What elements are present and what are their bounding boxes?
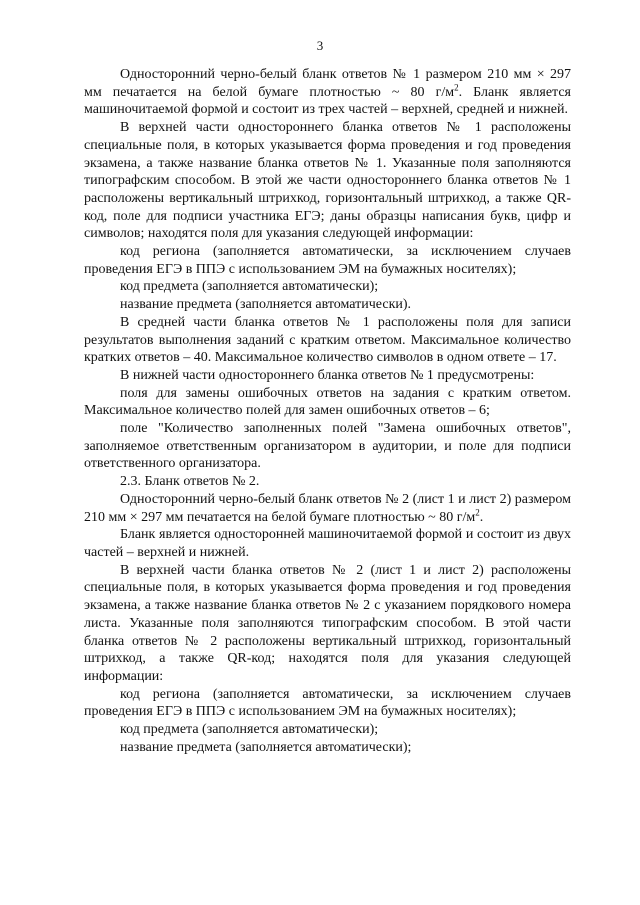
section-heading-form2: 2.3. Бланк ответов № 2. [120, 474, 260, 490]
list-item-filled-fields-count: поле "Количество заполненных полей "Замена ошибочных ответов", заполняемое ответственным организатором в аудитории, и поле для подписи ответственного организатора. [84, 421, 571, 472]
paragraph-form1-bottom-part: В нижней части одностороннего бланка ответов № 1 предусмотрены: [120, 367, 535, 383]
list-item-replacement-fields: поля для замены ошибочных ответов на задания с кратким ответом. Максимальное количество полей для замен ошибочных ответов – 6; [84, 385, 571, 419]
list-item-subject-name: название предмета (заполняется автоматически). [120, 297, 412, 313]
list-item-region-code-2: код региона (заполняется автоматически, за исключением случаев проведения ЕГЭ в ППЭ с использованием ЭМ на бумажных носителях); [84, 686, 571, 720]
paragraph-form1-top-part: В верхней части одностороннего бланка ответов № 1 расположены специальные поля, в которых указывается форма проведения и год проведения экзамена, а также название бланка ответов № 1. Указанные поля заполняются типографским способом. В этой же части одностороннего бланка ответов № 1 расположены вертикальный штрихкод, горизонтальный штрихкод, а также QR-код, поле для подписи участника ЕГЭ; даны образцы написания букв, цифр и символов; находятся поля для указания следующей информации: [84, 120, 571, 242]
paragraph-form1-middle-part: В средней части бланка ответов № 1 расположены поля для записи результатов выполнения заданий с кратким ответом. Максимальное количество кратких ответов – 40. Максимальное количество символов в одном ответе – 17. [84, 314, 571, 366]
list-item-subject-code-2: код предмета (заполняется автоматически); [120, 722, 379, 738]
list-item-region-code: код региона (заполняется автоматически, за исключением случаев проведения ЕГЭ в ППЭ с использованием ЭМ на бумажных носителях); [84, 244, 571, 277]
paragraph-form1-description: Односторонний черно-белый бланк ответов № 1 размером 210 мм × 297 мм печатается на белой бумаге плотностью ~ 80 $г/м^2$. Бланк является машиночитаемой формой и состоит из трех частей – верхней, средней и нижней. [84, 67, 571, 118]
list-item-subject-name-2: название предмета (заполняется автоматически); [120, 739, 412, 755]
paragraph-form2-top-part: В верхней части бланка ответов № 2 (лист 1 и лист 2) расположены специальные поля, в которых указывается форма проведения и год проведения экзамена, а также название бланка ответов № 2 с указанием порядкового номера листа. Указанные поля заполняются типографским способом. В этой части бланка ответов № 2 расположены вертикальный штрихкод, горизонтальный штрихкод, а также QR-код; находятся поля для указания следующей информации: [84, 562, 571, 684]
paragraph-form2-structure: Бланк является односторонней машиночитаемой формой и состоит из двух частей – верхней и нижней. [84, 527, 571, 560]
paragraph-form2-description: Односторонний черно-белый бланк ответов № 2 (лист 1 и лист 2) размером 210 мм × 297 мм печатается на белой бумаге плотностью ~ 80 $г/м^2$. [84, 491, 571, 525]
list-item-subject-code: код предмета (заполняется автоматически); [120, 279, 379, 295]
page-number: 3 [316, 38, 324, 53]
document-body [84, 66, 571, 756]
